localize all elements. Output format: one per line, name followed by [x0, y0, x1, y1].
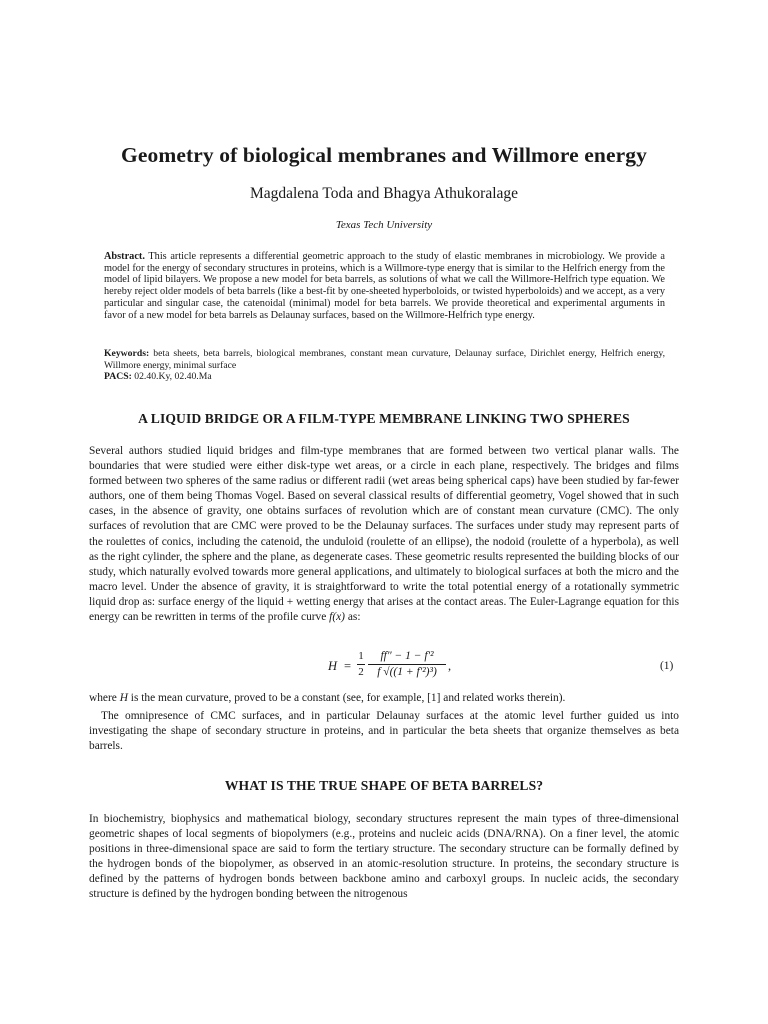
half-denominator: 2 — [358, 666, 364, 678]
profile-curve-math: f(x) — [329, 611, 345, 624]
paper-affiliation: Texas Tech University — [335, 219, 433, 231]
keywords-label: Keywords: — [104, 348, 150, 359]
after-eq-post: is the mean curvature, proved to be a constant (see, for example, [1] and related works therein). — [130, 692, 566, 704]
pacs-label: PACS: — [104, 371, 132, 382]
main-fraction-bar — [368, 664, 446, 665]
after-eq-var: H — [119, 692, 128, 704]
pacs — [104, 371, 665, 383]
section-2-paragraph-1: In biochemistry, biophysics and mathematical biology, secondary structures represent the main types of three-dimensional geometric shapes of local segments of biopolymers (e.g., proteins and nucleic acids (DNA/RNA). On a finer level, the atomic positions in three-dimensional space are said to form the tertiary structure. The secondary structure can be formally defined by the hydrogen bonds of the biopolymer, as observed in an atomic-resolution structure. In proteins, the secondary structure is defined by the patterns of hydrogen bonds between backbone amino and carboxyl groups. In nucleic acids, the secondary structure is defined by the hydrogen bonding between the nitrogenous — [89, 813, 679, 901]
abstract-label: Abstract. — [104, 251, 145, 262]
keywords-text: beta sheets, beta barrels, biological membranes, constant mean curvature, Delaunay surface, Dirichlet energy, Helfrich energy, Willmore energy, minimal surface — [104, 348, 665, 371]
equation-number: (1) — [660, 660, 674, 672]
equation-equals: = — [344, 659, 352, 673]
paper-title: Geometry of biological membranes and Willmore energy — [121, 143, 647, 167]
half-numerator: 1 — [358, 650, 364, 662]
after-eq-pre: where — [89, 692, 117, 704]
section-1-paragraph-2 — [89, 709, 679, 754]
section-1-paragraph-1-as: as: — [347, 611, 361, 624]
half-fraction-bar — [357, 664, 365, 665]
paper-authors: Magdalena Toda and Bhagya Athukoralage — [249, 185, 519, 202]
main-numerator: ff″ − 1 − f′² — [380, 650, 434, 662]
abstract — [104, 251, 665, 321]
equation-1 — [300, 650, 480, 682]
section-heading-beta-barrels: WHAT IS THE TRUE SHAPE OF BETA BARRELS? — [224, 778, 544, 793]
keywords — [104, 348, 665, 371]
equation-comma: , — [448, 659, 452, 673]
pacs-text: 02.40.Ky, 02.40.Ma — [134, 371, 212, 382]
main-denominator: f √((1 + f′²)³) — [377, 666, 437, 678]
section-1-paragraph-1 — [89, 444, 679, 625]
equation-main-fraction — [368, 650, 446, 679]
section-1-paragraph-1-text: Several authors studied liquid bridges and film-type membranes that are formed between two vertical planar walls. The boundaries that were studied were either disk-type wet areas, or a circle in each plane, respectively. The bridges and films formed between two spheres of the same radius or different radii (wet areas being spherical caps) have been studied by far-fewer authors, one of them being Thomas Vogel. Based on several classical results of differential geometry, Vogel showed that in such cases, in the absence of gravity, one obtains surfaces of revolution which are of constant mean curvature (CMC). The only surfaces of revolution that are CMC were proved to be the Delaunay surfaces. The surfaces under study may represent parts of the roulettes of conics, including the catenoid, the unduloid (roulette of an ellipse), the nodoid (roulette of a hyperbola), as well as the right cylinder, the sphere and the plane, as degenerate cases. These geometric results represented the building blocks of our study, which naturally evolved towards more general applications, and ultimately to biological surfaces at both the micro and the macro level. Under the absence of gravity, it is straightforward to write the total potential energy of a rotationally symmetric liquid drop as: surface energy of the liquid + wetting energy that arises at the contact areas. The Euler-Lagrange equation for this energy can be rewritten in terms of the profile curve — [89, 445, 679, 624]
equation-lhs: H — [328, 659, 338, 673]
abstract-text: This article represents a differential geometric approach to the study of elastic membranes in microbiology. We provide a model for the energy of secondary structures in proteins, which is a Willmore-type energy that is similar to the Helfrich energy from the model of lipid bilayers. We propose a new model for beta barrels, as solutions of what we call the Willmore-Helfrich type equation. We hereby reject older models of beta barrels (like a best-fit by one-sheeted hyperboloids, or twisted hyperboloids) and we accept, as a very particular and singular case, the catenoidal (minimal) model for beta barrels. We provide theoretical and experimental arguments in favor of a new model for beta barrels as Delaunay surfaces, based on the Willmore-Helfrich type energy. — [104, 251, 666, 321]
equation-half-fraction — [357, 650, 365, 679]
section-heading-liquid-bridge: A LIQUID BRIDGE OR A FILM-TYPE MEMBRANE LINKING TWO SPHERES — [138, 411, 630, 426]
section-1-paragraph-2-text: The omnipresence of CMC surfaces, and in particular Delaunay surfaces at the atomic level further guided us into investigating the shape of secondary structure in proteins, and in particular the beta sheets that organize themselves as beta barrels. — [89, 710, 679, 753]
after-equation-line — [89, 691, 679, 706]
